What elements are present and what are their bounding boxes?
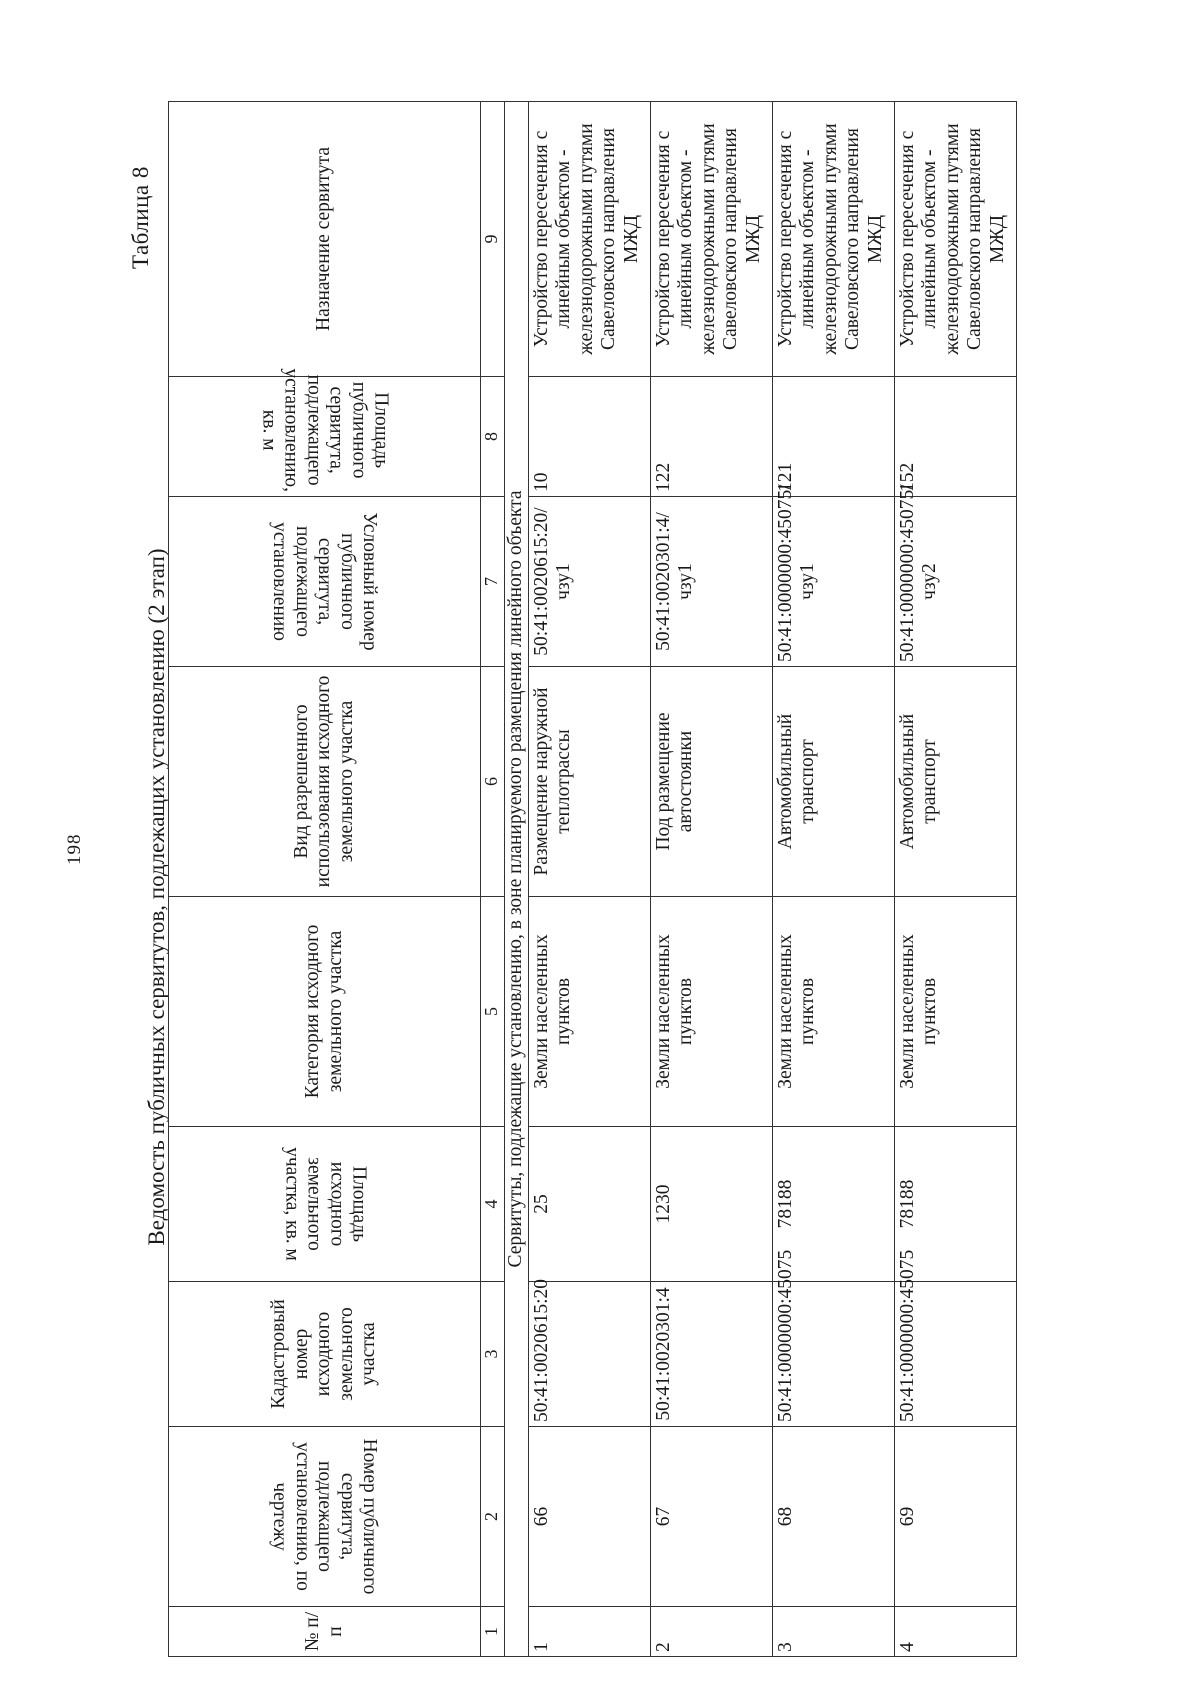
column-index: 7 xyxy=(481,497,505,667)
column-header-servitude-number xyxy=(169,1427,481,1607)
servitude-number: 66 xyxy=(529,1427,651,1607)
column-index-row xyxy=(481,102,505,1657)
header-row xyxy=(169,102,481,1657)
servitude-area: 10 xyxy=(529,377,651,497)
row-number: 2 xyxy=(651,1607,773,1657)
column-header-purpose: Назначение сервитута xyxy=(169,102,481,377)
table-row xyxy=(773,102,895,1657)
column-index: 8 xyxy=(481,377,505,497)
servitude-number: 68 xyxy=(773,1427,895,1607)
section-row xyxy=(505,102,529,1657)
land-category: Земли населенных пунктов xyxy=(651,897,773,1127)
servitude-purpose: Устройство пересечения с линейным объектом - железнодорожными путями Савеловского направления МЖД xyxy=(895,102,1017,377)
table-row xyxy=(651,102,773,1657)
land-category: Земли населенных пунктов xyxy=(773,897,895,1127)
column-header-permitted-use: Вид разрешенного использования исходного земельного участка xyxy=(169,667,481,897)
servitude-area: 121 xyxy=(773,377,895,497)
row-number: 4 xyxy=(895,1607,1017,1657)
document-title: Ведомость публичных сервитутов, подлежащих установлению (2 этап) xyxy=(144,548,169,1246)
land-category: Земли населенных пунктов xyxy=(529,897,651,1127)
conditional-number: 50:41:0020301:4/чзу1 xyxy=(651,497,773,667)
parcel-area: 1230 xyxy=(651,1127,773,1282)
column-index: 2 xyxy=(481,1427,505,1607)
row-number: 1 xyxy=(529,1607,651,1657)
cadastral-number: 50:41:0020301:4 xyxy=(651,1282,773,1427)
servitude-number: 67 xyxy=(651,1427,773,1607)
conditional-number: 50:41:0020615:20/чзу1 xyxy=(529,497,651,667)
cadastral-number: 50:41:0000000:45075 xyxy=(895,1282,1017,1427)
cadastral-number: 50:41:0000000:45075 xyxy=(773,1282,895,1427)
servitude-purpose: Устройство пересечения с линейным объектом - железнодорожными путями Савеловского направления МЖД xyxy=(773,102,895,377)
column-header-conditional-number xyxy=(169,497,481,667)
servitude-purpose: Устройство пересечения с линейным объектом - железнодорожными путями Савеловского направления МЖД xyxy=(529,102,651,377)
servitude-number-header-text: Номер публичного сервитута, подлежащего установлению, по чертежу xyxy=(269,1438,381,1595)
column-index: 9 xyxy=(481,102,505,377)
servitude-area: 122 xyxy=(651,377,773,497)
servitude-area-header-text: Площадь публичного сервитута, подлежащего установлению, кв. м xyxy=(258,368,392,492)
page-number: 198 xyxy=(64,833,85,865)
column-index: 1 xyxy=(481,1607,505,1657)
column-index: 4 xyxy=(481,1127,505,1282)
permitted-use: Автомобильный транспорт xyxy=(895,667,1017,897)
servitude-purpose: Устройство пересечения с линейным объектом - железнодорожными путями Савеловского направления МЖД xyxy=(651,102,773,377)
column-header-no: № п/п xyxy=(169,1607,481,1657)
parcel-area-header-text: Площадь исходного земельного участка, кв. м xyxy=(281,1147,370,1261)
column-index: 3 xyxy=(481,1282,505,1427)
conditional-number: 50:41:0000000:45075/чзу1 xyxy=(773,497,895,667)
column-index: 5 xyxy=(481,897,505,1127)
table-row xyxy=(895,102,1017,1657)
permitted-use: Под размещение автостоянки xyxy=(651,667,773,897)
table-label: Таблица 8 xyxy=(128,166,153,269)
land-category: Земли населенных пунктов xyxy=(895,897,1017,1127)
parcel-area: 78188 xyxy=(895,1127,1017,1282)
column-header-category: Категория исходного земельного участка xyxy=(169,897,481,1127)
conditional-number: 50:41:0000000:45075/чзу2 xyxy=(895,497,1017,667)
column-header-parcel-area xyxy=(169,1127,481,1282)
parcel-area: 78188 xyxy=(773,1127,895,1282)
servitude-number: 69 xyxy=(895,1427,1017,1607)
table-row xyxy=(529,102,651,1657)
column-index: 6 xyxy=(481,667,505,897)
servitudes-table xyxy=(168,101,1017,1657)
permitted-use: Размещение наружной теплотрассы xyxy=(529,667,651,897)
parcel-area: 25 xyxy=(529,1127,651,1282)
conditional-number-header-text: Условный номер публичного сервитута, подлежащего установлению xyxy=(269,512,381,651)
column-header-servitude-area xyxy=(169,368,481,497)
row-number: 3 xyxy=(773,1607,895,1657)
column-header-cadastral-number: Кадастровый номер исходного земельного участка xyxy=(169,1282,481,1427)
permitted-use: Автомобильный транспорт xyxy=(773,667,895,897)
cadastral-number: 50:41:0020615:20 xyxy=(529,1282,651,1427)
servitude-area: 152 xyxy=(895,377,1017,497)
section-title: Сервитуты, подлежащие установлению, в зоне планируемого размещения линейного объекта xyxy=(505,102,529,1657)
